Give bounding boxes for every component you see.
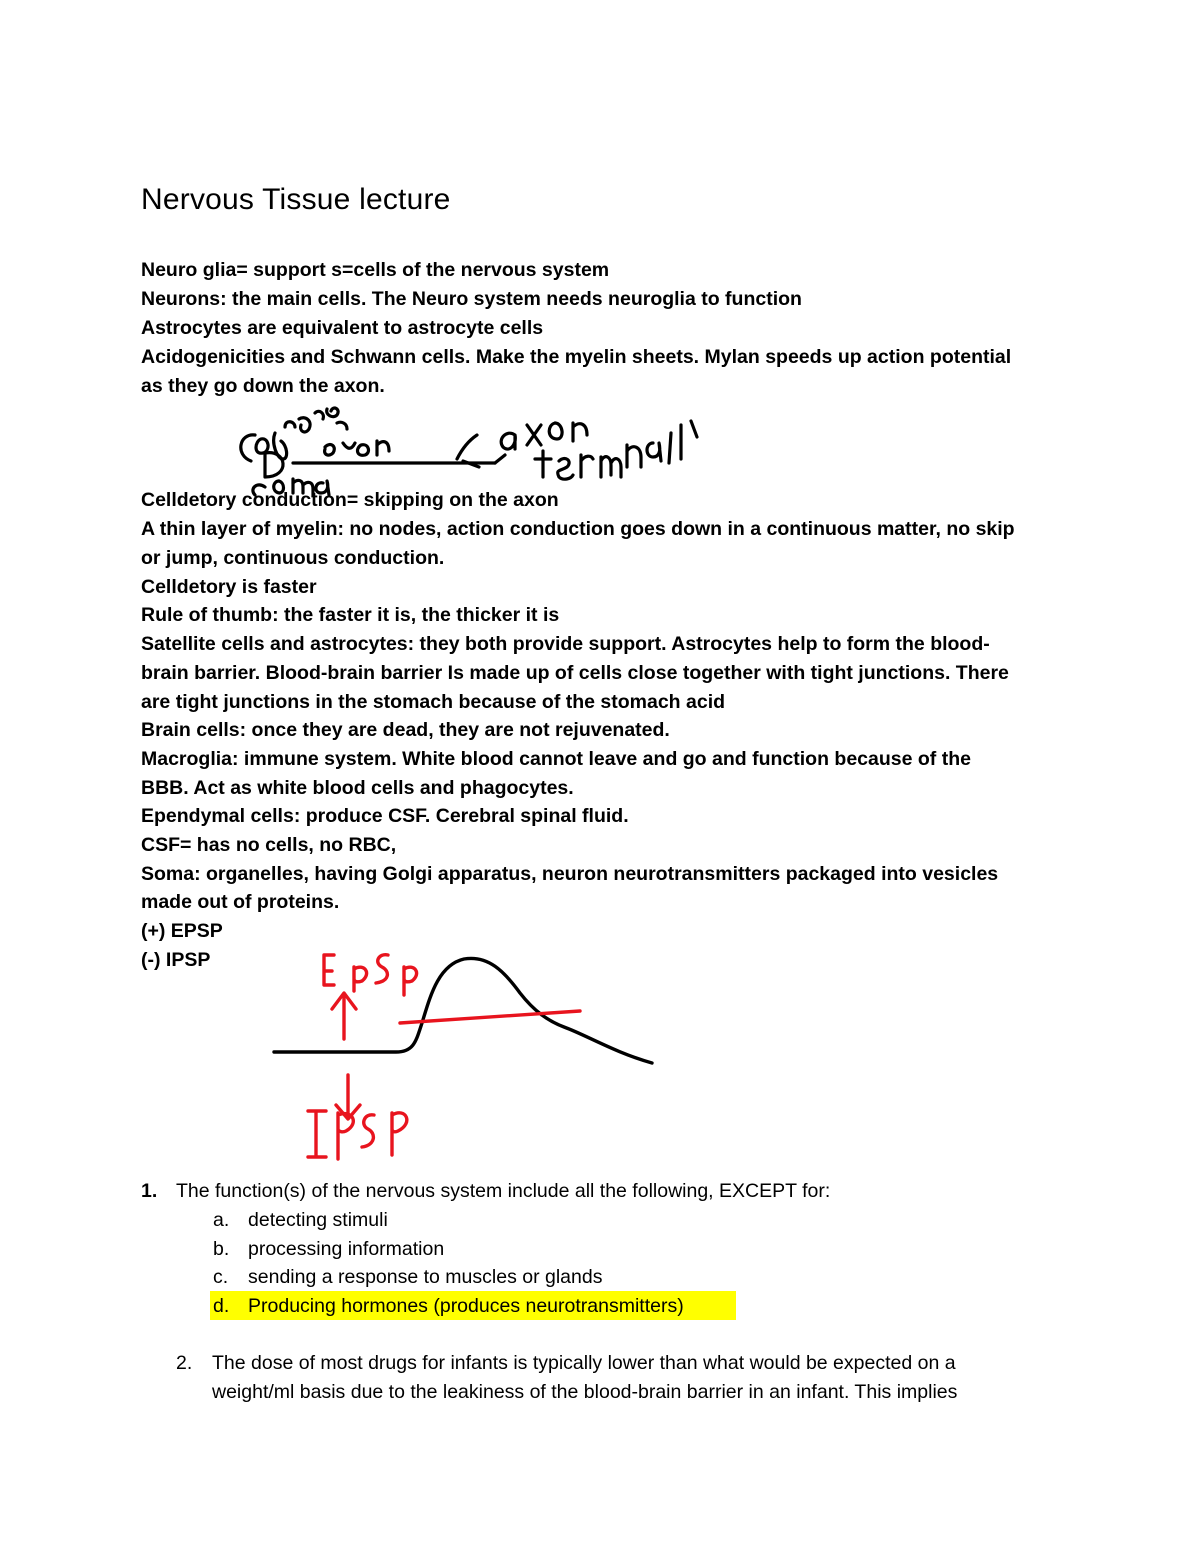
sketch-label-axon bbox=[325, 441, 389, 455]
neuron-sketch bbox=[225, 395, 725, 495]
option-letter: a. bbox=[213, 1209, 230, 1231]
question-text: The function(s) of the nervous system include all the following, EXCEPT for: bbox=[176, 1180, 831, 1202]
note-line: Satellite cells and astrocytes: they both provide support. Astrocytes help to form the blood- bbox=[141, 633, 990, 655]
note-line: (-) IPSP bbox=[141, 949, 211, 971]
option-text-highlighted: Producing hormones (produces neurotransmitters) bbox=[248, 1295, 684, 1317]
note-line: Acidogenicities and Schwann cells. Make the myelin sheets. Mylan speeds up action potential bbox=[141, 346, 1012, 368]
note-line: as they go down the axon. bbox=[141, 375, 385, 397]
note-line: Neuro glia= support s=cells of the nervous system bbox=[141, 259, 610, 281]
option-text: detecting stimuli bbox=[248, 1209, 388, 1231]
sketch-up-arrow bbox=[332, 993, 356, 1039]
note-line: Soma: organelles, having Golgi apparatus, neuron neurotransmitters packaged into vesicles bbox=[141, 863, 999, 885]
note-line: Ependymal cells: produce CSF. Cerebral spinal fluid. bbox=[141, 805, 629, 827]
note-line: Neurons: the main cells. The Neuro system needs neuroglia to function bbox=[141, 288, 802, 310]
note-line: Macroglia: immune system. White blood cannot leave and go and function because of the bbox=[141, 748, 971, 770]
question-text: The dose of most drugs for infants is typically lower than what would be expected on a bbox=[212, 1352, 956, 1374]
note-line: Rule of thumb: the faster it is, the thicker it is bbox=[141, 604, 560, 626]
option-letter: b. bbox=[213, 1238, 230, 1260]
note-line: Celldetory conduction= skipping on the axon bbox=[141, 489, 559, 511]
sketch-label-epsp bbox=[324, 955, 417, 995]
option-letter: d. bbox=[213, 1295, 230, 1317]
epsp-ipsp-sketch bbox=[268, 945, 668, 1170]
note-line: or jump, continuous conduction. bbox=[141, 547, 445, 569]
note-line: Astrocytes are equivalent to astrocyte cells bbox=[141, 317, 544, 339]
sketch-soma bbox=[265, 453, 283, 477]
note-line: brain barrier. Blood-brain barrier Is made up of cells close together with tight junctions. There bbox=[141, 662, 1009, 684]
note-line: made out of proteins. bbox=[141, 891, 340, 913]
note-line: (+) EPSP bbox=[141, 920, 223, 942]
note-line: Brain cells: once they are dead, they are not rejuvenated. bbox=[141, 719, 670, 741]
question-number: 2. bbox=[176, 1352, 193, 1374]
note-line: are tight junctions in the stomach because of the stomach acid bbox=[141, 691, 726, 713]
option-text: sending a response to muscles or glands bbox=[248, 1266, 603, 1288]
option-text: processing information bbox=[248, 1238, 445, 1260]
question-text: weight/ml basis due to the leakiness of the blood-brain barrier in an infant. This implies bbox=[212, 1381, 958, 1403]
sketch-potential-curve bbox=[274, 958, 652, 1063]
note-line: Celldetory is faster bbox=[141, 576, 317, 598]
note-line: BBB. Act as white blood cells and phagocytes. bbox=[141, 777, 574, 799]
page-title: Nervous Tissue lecture bbox=[141, 183, 451, 216]
sketch-label-axon-terminal bbox=[501, 421, 697, 479]
option-letter: c. bbox=[213, 1266, 229, 1288]
note-line: A thin layer of myelin: no nodes, action conduction goes down in a continuous matter, no skip bbox=[141, 518, 1015, 540]
note-line: CSF= has no cells, no RBC, bbox=[141, 834, 397, 856]
question-number: 1. bbox=[141, 1180, 158, 1202]
sketch-label-ipsp bbox=[308, 1111, 407, 1159]
